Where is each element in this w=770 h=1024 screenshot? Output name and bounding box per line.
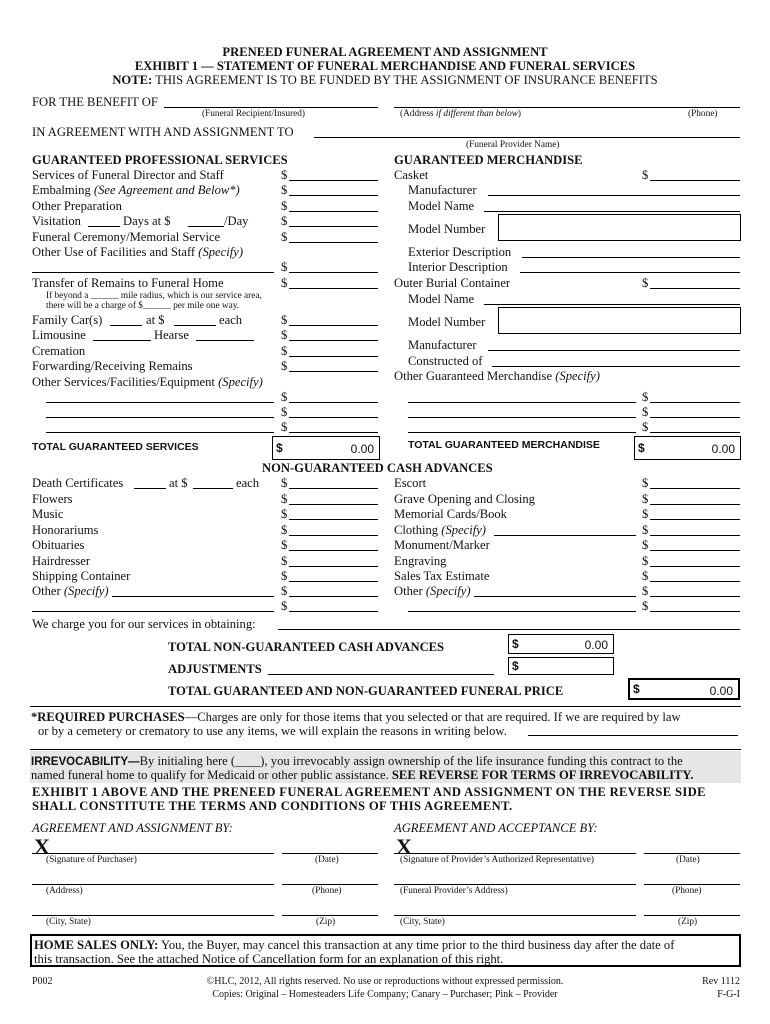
family-car-at: at $ [146, 313, 165, 327]
provider-date-caption: (Date) [676, 855, 700, 865]
title-line-3: NOTE: THIS AGREEMENT IS TO BE FUNDED BY THE ASSIGNMENT OF INSURANCE BENEFITS [112, 73, 658, 87]
dollar-sign: $ [642, 599, 649, 613]
purchaser-zip-field[interactable] [282, 915, 378, 916]
manufacturer-2-label: Manufacturer [408, 338, 477, 352]
grand-total-label: TOTAL GUARANTEED AND NON-GUARANTEED FUNERAL PRICE [168, 684, 564, 698]
required-reasons-field[interactable] [528, 735, 738, 736]
irrevocability-line-2: named funeral home to qualify for Medicaid or other public assistance. SEE REVERSE FOR TERMS OF IRREVOCABILITY. [31, 768, 694, 782]
revision: Rev 1112 [702, 976, 740, 987]
family-car-rate[interactable] [174, 325, 216, 326]
purchaser-date-field[interactable] [282, 853, 378, 854]
provider-address-caption: (Funeral Provider’s Address) [400, 886, 508, 896]
other-services-amount-3[interactable] [289, 432, 378, 433]
dollar-sign: $ [512, 637, 519, 651]
phone-caption: (Phone) [688, 109, 718, 119]
limousine-amount[interactable] [289, 340, 378, 341]
visitation-days[interactable] [88, 226, 120, 227]
grave-label: Grave Opening and Closing [394, 492, 535, 506]
dollar-sign: $ [281, 538, 288, 552]
exhibit-note-line-2: SHALL CONSTITUTE THE TERMS AND CONDITIONS OF THIS AGREEMENT. [32, 799, 513, 813]
facilities-amount[interactable] [289, 272, 378, 273]
other-prep-label: Other Preparation [32, 199, 122, 213]
purchaser-address-caption: (Address) [46, 886, 83, 896]
limousine-field[interactable] [93, 340, 151, 341]
death-cert-label: Death Certificates [32, 476, 124, 490]
transfer-note-1: If beyond a ______ mile radius, which is our service area, [46, 291, 262, 301]
embalming-amount[interactable] [289, 195, 378, 196]
visitation-rate[interactable] [188, 226, 224, 227]
purchaser-date-caption: (Date) [315, 855, 339, 865]
other-cash-right-amount[interactable] [650, 596, 740, 597]
dollar-sign: $ [642, 276, 649, 290]
other-services-line-2[interactable] [46, 417, 274, 418]
total-cash-box[interactable] [508, 634, 614, 654]
escort-label: Escort [394, 476, 427, 490]
ceremony-amount[interactable] [289, 242, 378, 243]
visitation-label-b: Days at $ [123, 214, 171, 228]
flowers-label: Flowers [32, 492, 73, 506]
memorial-label: Memorial Cards/Book [394, 507, 507, 521]
other-services-amount-1[interactable] [289, 402, 378, 403]
music-amount[interactable] [289, 519, 378, 520]
director-label: Services of Funeral Director and Staff [32, 168, 224, 182]
outer-burial-label: Outer Burial Container [394, 276, 511, 290]
adjustments-field[interactable] [268, 674, 494, 675]
dollar-sign: $ [281, 584, 288, 598]
sales-tax-label: Sales Tax Estimate [394, 569, 490, 583]
total-services-label: TOTAL GUARANTEED SERVICES [32, 441, 199, 453]
title-line-2: EXHIBIT 1 — STATEMENT OF FUNERAL MERCHANDISE AND FUNERAL SERVICES [134, 59, 636, 73]
other-merch-amount-3[interactable] [650, 432, 740, 433]
form-code: P002 [32, 976, 53, 987]
other-services-amount-2[interactable] [289, 417, 378, 418]
model-name-2-field[interactable] [484, 304, 740, 305]
purchaser-phone-field[interactable] [282, 884, 378, 885]
dollar-sign: $ [642, 476, 649, 490]
total-merch-box[interactable] [634, 436, 741, 460]
escort-amount[interactable] [650, 488, 740, 489]
other-cash-left-specify[interactable] [112, 596, 274, 597]
other-cash-left-amount-2[interactable] [289, 611, 378, 612]
family-car-amount[interactable] [289, 325, 378, 326]
purchaser-zip-caption: (Zip) [316, 917, 336, 927]
merchandise-heading: GUARANTEED MERCHANDISE [394, 153, 583, 167]
provider-name-caption: (Funeral Provider Name) [466, 140, 560, 150]
death-cert-at: at $ [169, 476, 188, 490]
provider-zip-caption: (Zip) [678, 917, 698, 927]
cremation-amount[interactable] [289, 356, 378, 357]
other-merch-line-3[interactable] [408, 432, 636, 433]
model-number-box[interactable] [498, 214, 741, 241]
purchaser-phone-caption: (Phone) [312, 886, 342, 896]
dollar-sign: $ [281, 507, 288, 521]
dollar-sign: $ [642, 569, 649, 583]
constructed-field[interactable] [492, 366, 740, 367]
left-signature-heading: AGREEMENT AND ASSIGNMENT BY: [32, 821, 233, 835]
provider-city-field[interactable] [394, 915, 636, 916]
title-line-1: PRENEED FUNERAL AGREEMENT AND ASSIGNMENT [222, 45, 548, 59]
dollar-sign: $ [281, 183, 288, 197]
recipient-caption: (Funeral Recipient/Insured) [202, 109, 306, 119]
engraving-label: Engraving [394, 554, 447, 568]
dollar-sign: $ [642, 390, 649, 404]
other-cash-right-specify[interactable] [474, 596, 636, 597]
facilities-specify-field[interactable] [32, 272, 274, 273]
director-amount[interactable] [289, 180, 378, 181]
cremation-label: Cremation [32, 344, 86, 358]
limousine-label: Limousine [32, 328, 86, 342]
monument-amount[interactable] [650, 550, 740, 551]
irrevocability-section [30, 751, 741, 783]
services-heading: GUARANTEED PROFESSIONAL SERVICES [32, 153, 288, 167]
provider-signature-field[interactable] [394, 853, 636, 854]
death-cert-amount[interactable] [289, 488, 378, 489]
total-cash-value: 0.00 [584, 638, 608, 652]
family-car-count[interactable] [110, 325, 142, 326]
dollar-sign: $ [281, 599, 288, 613]
required-line-2: or by a cemetery or crematory to use any items, we will explain the reasons in writing below. [38, 724, 507, 738]
form-id: F-G-I [717, 989, 740, 1000]
dollar-sign: $ [642, 168, 649, 182]
manufacturer-2-field[interactable] [488, 350, 740, 351]
hearse-field[interactable] [196, 340, 254, 341]
model-number-2-label: Model Number [408, 315, 486, 329]
music-label: Music [32, 507, 64, 521]
clothing-label: Clothing (Specify) [394, 523, 486, 537]
dollar-sign: $ [281, 523, 288, 537]
dollar-sign: $ [281, 554, 288, 568]
other-services-line-3[interactable] [46, 432, 274, 433]
visitation-label-a: Visitation [32, 214, 81, 228]
honorariums-label: Honorariums [32, 523, 99, 537]
dollar-sign: $ [642, 405, 649, 419]
casket-amount[interactable] [650, 180, 740, 181]
total-services-box[interactable] [272, 436, 380, 460]
forwarding-amount[interactable] [289, 371, 378, 372]
dollar-sign: $ [642, 492, 649, 506]
dollar-sign: $ [512, 659, 519, 673]
dollar-sign: $ [642, 523, 649, 537]
irrevocability-line-1: IRREVOCABILITY—By initialing here (____), you irrevocably assign ownership of the life insurance funding this contract to the [31, 754, 683, 768]
total-cash-label: TOTAL NON-GUARANTEED CASH ADVANCES [168, 640, 445, 654]
engraving-amount[interactable] [650, 566, 740, 567]
initials-field[interactable] [282, 758, 312, 772]
other-merch-line-2[interactable] [408, 417, 636, 418]
flowers-amount[interactable] [289, 504, 378, 505]
hairdresser-label: Hairdresser [32, 554, 91, 568]
dollar-sign: $ [276, 441, 283, 455]
other-cash-right-label: Other (Specify) [394, 584, 471, 598]
manufacturer-label: Manufacturer [408, 183, 477, 197]
other-cash-right-line-2[interactable] [408, 611, 636, 612]
provider-date-field[interactable] [644, 853, 740, 854]
provider-x-mark: X [396, 834, 412, 859]
dollar-sign: $ [281, 390, 288, 404]
purchaser-signature-caption: (Signature of Purchaser) [46, 855, 137, 865]
address-caption: (Address if different than below) [400, 109, 522, 119]
home-sales-line-1: HOME SALES ONLY: You, the Buyer, may cancel this transaction at any time prior to the third business day after the date of [34, 938, 675, 952]
death-cert-rate[interactable] [193, 488, 233, 489]
visitation-label-c: /Day [224, 214, 249, 228]
provider-zip-field[interactable] [644, 915, 740, 916]
dollar-sign: $ [281, 214, 288, 228]
monument-label: Monument/Marker [394, 538, 490, 552]
other-merch-line-1[interactable] [408, 402, 636, 403]
copyright-line: ©HLC, 2012, All rights reserved. No use or reproductions without expressed permission. [206, 976, 564, 987]
dollar-sign: $ [281, 420, 288, 434]
family-car-label: Family Car(s) [32, 313, 103, 327]
exterior-label: Exterior Description [408, 245, 512, 259]
model-name-field[interactable] [484, 211, 740, 212]
death-cert-each: each [236, 476, 260, 490]
required-purchases-section [30, 706, 741, 750]
purchaser-city-field[interactable] [32, 915, 274, 916]
facilities-label: Other Use of Facilities and Staff (Specify) [32, 245, 244, 259]
provider-phone-field[interactable] [644, 884, 740, 885]
dollar-sign: $ [281, 260, 288, 274]
transfer-amount[interactable] [289, 288, 378, 289]
transfer-label: Transfer of Remains to Funeral Home [32, 276, 224, 290]
purchaser-signature-field[interactable] [32, 853, 274, 854]
dollar-sign: $ [642, 538, 649, 552]
purchaser-x-mark: X [34, 834, 50, 859]
total-services-value: 0.00 [350, 442, 374, 456]
model-number-label: Model Number [408, 222, 486, 236]
home-sales-line-2: this transaction. See the attached Notice of Cancellation form for an explanation of this right. [34, 952, 504, 966]
other-prep-amount[interactable] [289, 211, 378, 212]
obituaries-label: Obituaries [32, 538, 85, 552]
dollar-sign: $ [281, 359, 288, 373]
exterior-field[interactable] [522, 257, 740, 258]
clothing-specify[interactable] [494, 535, 636, 536]
provider-address-field[interactable] [394, 884, 636, 885]
dollar-sign: $ [281, 476, 288, 490]
hearse-label: Hearse [154, 328, 189, 342]
grand-total-value: 0.00 [709, 684, 733, 698]
interior-label: Interior Description [408, 260, 508, 274]
dollar-sign: $ [633, 682, 640, 696]
grand-total-box[interactable] [628, 678, 740, 700]
adjustments-label: ADJUSTMENTS [168, 662, 262, 676]
interior-field[interactable] [520, 272, 740, 273]
dollar-sign: $ [642, 420, 649, 434]
provider-name-field[interactable] [314, 137, 740, 138]
dollar-sign: $ [281, 405, 288, 419]
other-cash-left-amount[interactable] [289, 596, 378, 597]
model-name-2-label: Model Name [408, 292, 475, 306]
dollar-sign: $ [642, 554, 649, 568]
recipient-field[interactable] [164, 107, 378, 108]
purchaser-city-caption: (City, State) [46, 917, 91, 927]
casket-label: Casket [394, 168, 429, 182]
dollar-sign: $ [281, 492, 288, 506]
other-cash-left-label: Other (Specify) [32, 584, 109, 598]
benefit-label: FOR THE BENEFIT OF [32, 95, 158, 109]
provider-phone-caption: (Phone) [672, 886, 702, 896]
dollar-sign: $ [281, 199, 288, 213]
right-signature-heading: AGREEMENT AND ACCEPTANCE BY: [394, 821, 598, 835]
adjustments-box[interactable] [508, 657, 614, 675]
charge-line-label: We charge you for our services in obtaining: [32, 617, 256, 631]
dollar-sign: $ [281, 230, 288, 244]
dollar-sign: $ [281, 276, 288, 290]
manufacturer-field[interactable] [488, 195, 740, 196]
shipping-label: Shipping Container [32, 569, 131, 583]
benefit-address-field[interactable] [394, 107, 740, 108]
embalming-label: Embalming (See Agreement and Below*) [32, 183, 240, 197]
other-services-line-1[interactable] [46, 402, 274, 403]
provider-city-caption: (City, State) [400, 917, 445, 927]
dollar-sign: $ [281, 313, 288, 327]
shipping-amount[interactable] [289, 581, 378, 582]
outer-burial-amount[interactable] [650, 288, 740, 289]
model-name-label: Model Name [408, 199, 475, 213]
memorial-amount[interactable] [650, 519, 740, 520]
death-cert-count[interactable] [134, 488, 166, 489]
required-line-1: *REQUIRED PURCHASES—Charges are only for those items that you selected or that are required. If we are required by law [31, 710, 681, 724]
dollar-sign: $ [642, 584, 649, 598]
forwarding-label: Forwarding/Receiving Remains [32, 359, 193, 373]
dollar-sign: $ [281, 344, 288, 358]
dollar-sign: $ [281, 569, 288, 583]
provider-signature-caption: (Signature of Provider’s Authorized Representative) [400, 855, 594, 865]
other-cash-left-line-2[interactable] [32, 611, 274, 612]
dollar-sign: $ [281, 328, 288, 342]
sales-tax-amount[interactable] [650, 581, 740, 582]
other-merch-amount-1[interactable] [650, 402, 740, 403]
dollar-sign: $ [642, 507, 649, 521]
agreement-label: IN AGREEMENT WITH AND ASSIGNMENT TO [32, 125, 294, 139]
copies-line: Copies: Original – Homesteaders Life Company; Canary – Purchaser; Pink – Provider [212, 989, 558, 1000]
total-merch-value: 0.00 [711, 442, 735, 456]
honorariums-amount[interactable] [289, 535, 378, 536]
constructed-label: Constructed of [408, 354, 483, 368]
other-merch-label: Other Guaranteed Merchandise (Specify) [394, 369, 600, 383]
model-number-2-box[interactable] [498, 307, 741, 334]
visitation-amount[interactable] [289, 226, 378, 227]
other-services-label: Other Services/Facilities/Equipment (Specify) [32, 375, 263, 389]
hairdresser-amount[interactable] [289, 566, 378, 567]
clothing-amount[interactable] [650, 535, 740, 536]
purchaser-address-field[interactable] [32, 884, 274, 885]
dollar-sign: $ [638, 441, 645, 455]
obituaries-amount[interactable] [289, 550, 378, 551]
family-car-each: each [219, 313, 243, 327]
dollar-sign: $ [281, 168, 288, 182]
cash-heading: NON-GUARANTEED CASH ADVANCES [262, 461, 493, 475]
charge-line-field[interactable] [278, 629, 740, 630]
exhibit-note-line-1: EXHIBIT 1 ABOVE AND THE PRENEED FUNERAL AGREEMENT AND ASSIGNMENT ON THE REVERSE SIDE [32, 785, 706, 799]
other-cash-right-amount-2[interactable] [650, 611, 740, 612]
ceremony-label: Funeral Ceremony/Memorial Service [32, 230, 221, 244]
total-merch-label: TOTAL GUARANTEED MERCHANDISE [408, 439, 600, 451]
grave-amount[interactable] [650, 504, 740, 505]
other-merch-amount-2[interactable] [650, 417, 740, 418]
transfer-note-2: there will be a charge of $______ per mile one way. [46, 301, 240, 311]
home-sales-box [30, 934, 741, 967]
